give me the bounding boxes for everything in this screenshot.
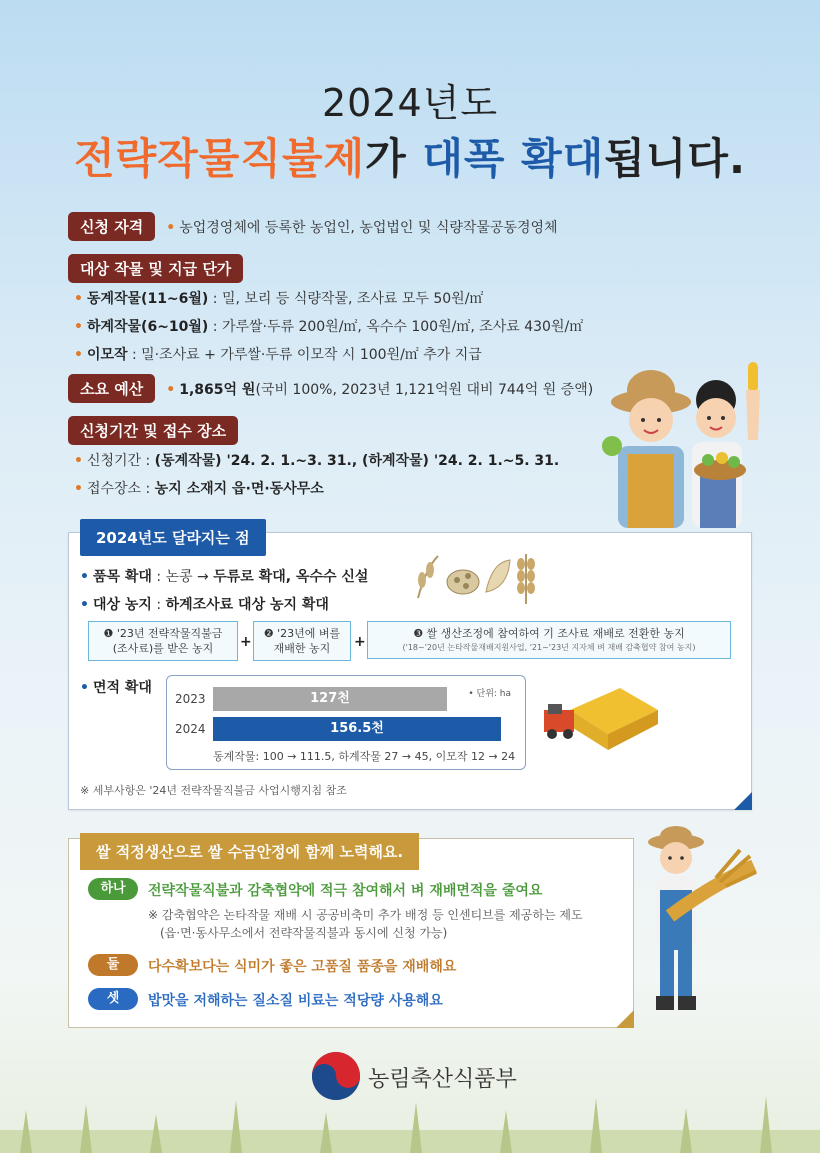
rice-item-2: 다수확보다는 식미가 좋은 고품질 품종을 재배해요: [148, 959, 457, 975]
change-item-land: • 대상 농지 : 하계조사료 대상 농지 확대: [80, 597, 329, 613]
panel-corner-decoration: [734, 792, 752, 810]
crop-item-double: • 이모작 : 밀·조사료 + 가루쌀·두류 이모작 시 100원/㎡ 추가 지급: [74, 347, 482, 363]
plus-sign: +: [240, 634, 252, 650]
eligibility-row: [68, 212, 558, 241]
rice-item-3: 밥맛을 저해하는 질소질 비료는 적당량 사용해요: [148, 993, 443, 1009]
crop-item-summer: • 하계작물(6~10월) : 가루쌀·두류 200원/㎡, 옥수수 100원/㎡, 조사료 430원/㎡: [74, 319, 584, 335]
changes-tab: 2024년도 달라지는 점: [80, 519, 266, 556]
budget-row: [68, 374, 593, 403]
rice-num-3: 셋: [88, 988, 138, 1010]
condition-3: ❸ 쌀 생산조정에 참여하여 기 조사료 재배로 전환한 농지 ('18~'20년 논타작물재배지원사업, '21~'23년 지자체 벼 재배 감축협약 참여 농지): [367, 621, 731, 659]
bullet-icon: •: [166, 220, 176, 236]
rice-note-1: ※ 감축협약은 논타작물 재배 시 공공비축미 추가 배정 등 인센티브를 제공하는 제도: [148, 908, 583, 922]
crop-item-winter: • 동계작물(11~6월) : 밀, 보리 등 식량작물, 조사료 모두 50원/㎡: [74, 291, 484, 307]
budget-detail: (국비 100%, 2023년 1,121억원 대비 744억 원 증액): [255, 382, 594, 398]
period-row: • 신청기간 : (동계작물) '24. 2. 1.~3. 31., (하계작물) '24. 2. 1.~5. 31.: [74, 453, 560, 469]
rice-num-1: 하나: [88, 878, 138, 900]
period-section: [68, 416, 238, 445]
bullet-icon: •: [74, 319, 83, 335]
ministry-name: 농림축산식품부: [368, 1067, 517, 1092]
bullet-icon: •: [74, 347, 83, 363]
budget-amount: 1,865억 원: [179, 382, 256, 398]
bullet-icon: •: [80, 569, 89, 585]
title-expand: 대폭 확대: [422, 134, 605, 183]
rice-num-2: 둘: [88, 954, 138, 976]
title-ending: 됩니다.: [604, 134, 746, 183]
rice-farmer-illustration: [630, 826, 760, 1016]
change-item-area: • 면적 확대: [80, 680, 152, 696]
crops-label: 대상 작물 및 지급 단가: [68, 254, 243, 283]
changes-footnote: ※ 세부사항은 '24년 전략작물직불금 사업시행지침 참조: [80, 784, 347, 797]
plus-sign: +: [354, 634, 366, 650]
condition-1: ❶ '23년 전략작물직불금 (조사료)를 받은 농지: [88, 621, 238, 661]
rice-note-2: (읍·면·동사무소에서 전략작물직불과 동시에 신청 가능): [160, 926, 448, 940]
title-particle: 가: [365, 134, 423, 183]
main-title: [0, 126, 820, 186]
rice-item-1: 전략작물직불과 감축협약에 적극 참여해서 벼 재배면적을 줄여요: [148, 883, 543, 899]
grain-icons: [408, 548, 538, 606]
crops-section: [68, 254, 243, 283]
unit-label: • 단위: ha: [468, 689, 511, 699]
bar-2023: 127천: [213, 687, 447, 711]
harvester-illustration: [540, 680, 660, 760]
condition-2: ❷ '23년에 벼를 재배한 농지: [253, 621, 351, 661]
area-note: 동계작물: 100 → 111.5, 하계작물 27 → 45, 이모작 12 → 24: [213, 750, 516, 763]
area-chart: [166, 675, 526, 770]
title-program: 전략작물직불제: [74, 134, 366, 183]
grass-decoration: [0, 1090, 820, 1153]
year-title: 2024년도: [321, 81, 499, 125]
period-label: 신청기간 및 접수 장소: [68, 416, 238, 445]
bullet-icon: •: [74, 481, 83, 497]
category-label-2023: 2023: [175, 692, 206, 706]
bullet-icon: •: [80, 680, 89, 696]
category-label-2024: 2024: [175, 722, 206, 736]
budget-label: 소요 예산: [68, 374, 155, 403]
change-item-crops: • 품목 확대 : 논콩 → 두류로 확대, 옥수수 신설: [80, 569, 369, 585]
bullet-icon: •: [74, 453, 83, 469]
bullet-icon: •: [80, 597, 89, 613]
farmers-illustration: [596, 350, 776, 528]
eligibility-label: 신청 자격: [68, 212, 155, 241]
place-row: • 접수장소 : 농지 소재지 읍·면·동사무소: [74, 481, 324, 497]
bar-2024: 156.5천: [213, 717, 501, 741]
eligibility-text: 농업경영체에 등록한 농업인, 농업법인 및 식량작물공동경영체: [179, 220, 558, 236]
rice-tab: 쌀 적정생산으로 쌀 수급안정에 함께 노력해요.: [80, 833, 419, 870]
bullet-icon: •: [166, 382, 176, 398]
bullet-icon: •: [74, 291, 83, 307]
